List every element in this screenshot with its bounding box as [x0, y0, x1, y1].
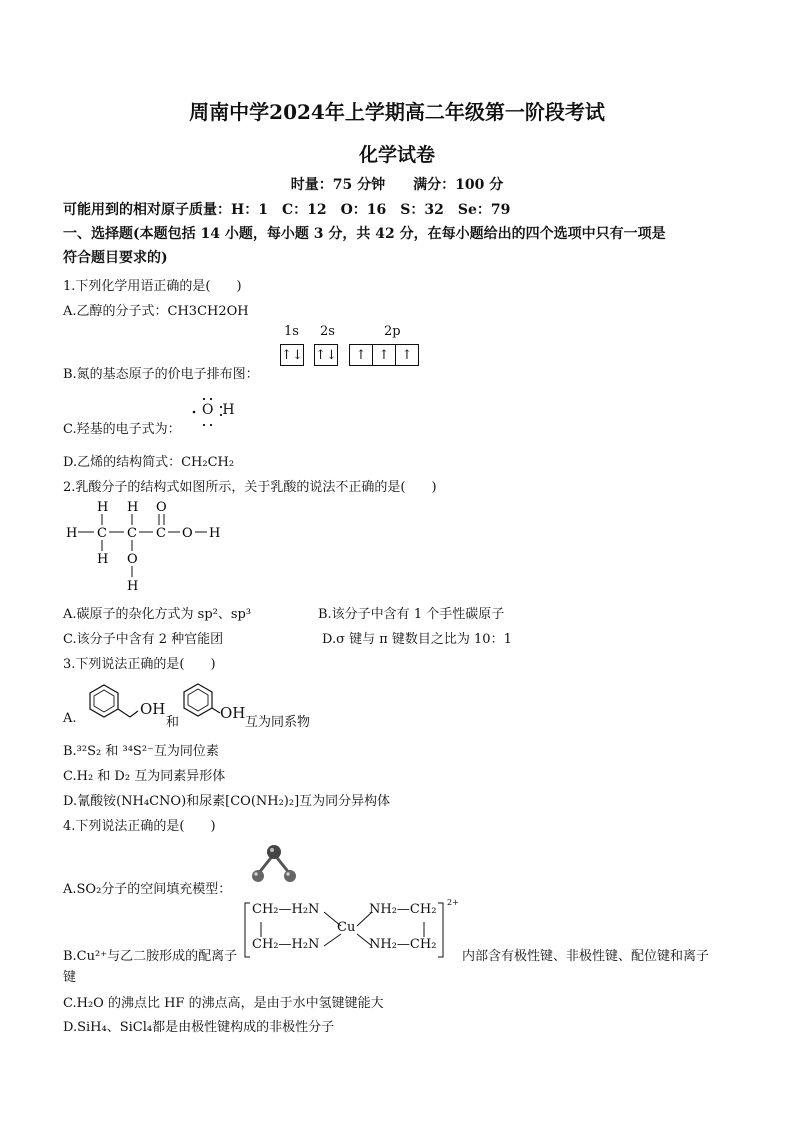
hydroxyl-electron-formula — [188, 394, 248, 428]
svg-text:O: O — [182, 526, 193, 541]
complex-charge: 2+ — [447, 898, 459, 907]
q3-and: 和 — [166, 715, 180, 730]
q3-option-a-label: A. — [63, 711, 77, 726]
q2-option-c: C.该分子中含有 2 种官能团 — [63, 632, 224, 647]
svg-text:O: O — [127, 552, 138, 567]
complex-ch2-bot: CH₂—H₂N — [252, 937, 320, 952]
q2-option-a: A.碳原子的杂化方式为 sp²、sp³ — [63, 607, 252, 622]
complex-cu: Cu — [337, 920, 356, 935]
q1-option-c: C.羟基的电子式为： — [63, 422, 181, 437]
atom-h: H — [66, 526, 78, 541]
q3-option-c: C.H₂ 和 D₂ 互为同素异形体 — [63, 769, 226, 784]
q4-option-d: D.SiH₄、SiCl₄都是由极性键构成的非极性分子 — [63, 1020, 335, 1035]
benzyl-oh: OH — [140, 700, 166, 718]
orbital-diagram — [278, 324, 438, 372]
svg-text:O: O — [156, 500, 167, 515]
exam-title: 周南中学2024年上学期高二年级第一阶段考试 — [189, 100, 605, 124]
ethylenediamine-complex — [244, 900, 459, 960]
section-heading-cont: 符合题目要求的) — [63, 250, 168, 266]
time-info: 时量：75 分钟 满分：100 分 — [290, 177, 504, 193]
complex-ch2-top: CH₂—H₂N — [252, 902, 320, 917]
orbital-label-2s: 2s — [320, 324, 335, 339]
svg-text:H: H — [127, 579, 139, 594]
svg-text:H: H — [97, 552, 109, 567]
svg-text:H: H — [209, 526, 221, 541]
q1-option-a: A.乙醇的分子式：CH3CH2OH — [63, 304, 249, 319]
so2-space-filling-model — [246, 840, 306, 888]
q4-option-b-label: B.Cu²⁺与乙二胺形成的配离子 — [63, 949, 238, 964]
exam-subject: 化学试卷 — [358, 144, 435, 166]
svg-text:C: C — [97, 526, 107, 541]
phenol-oh: OH — [220, 704, 246, 722]
complex-nh-top: NH₂—CH₂ — [369, 902, 437, 917]
q1-option-b: B.氮的基态原子的价电子排布图： — [63, 367, 259, 382]
q3-option-b: B.³²S₂ 和 ³⁴S²⁻互为同位素 — [63, 744, 219, 759]
ethylene-formula: CH₂CH₂ — [181, 455, 235, 470]
q2-option-d: D.σ 键与 π 键数目之比为 10：1 — [322, 632, 512, 647]
orbital-2p-1: ↑ — [349, 344, 373, 366]
hydroxyl-formula-text: O H — [202, 402, 235, 418]
complex-nh-bot: NH₂—CH₂ — [369, 937, 437, 952]
q3-option-a-suffix: 互为同系物 — [245, 715, 311, 730]
lactic-acid-structure — [62, 497, 232, 597]
q3-stem: 3.下列说法正确的是( ) — [63, 657, 216, 672]
orbital-label-2p: 2p — [384, 324, 401, 339]
q2-option-b: B.该分子中含有 1 个手性碳原子 — [318, 607, 505, 622]
orbital-2p-2: ↑ — [372, 344, 396, 366]
svg-text:H: H — [127, 500, 139, 515]
orbital-1s: ↑↓ — [280, 344, 304, 366]
svg-text:C: C — [156, 526, 166, 541]
q1-stem: 1.下列化学用语正确的是( ) — [63, 279, 242, 294]
orbital-2p-3: ↑ — [395, 344, 419, 366]
q4-option-c: C.H₂O 的沸点比 HF 的沸点高，是由于水中氢键键能大 — [63, 996, 384, 1011]
section-heading: 一、选择题(本题包括 14 小题，每小题 3 分，共 42 分，在每小题给出的四个选项中只有一项是 — [63, 226, 666, 242]
q3-option-d: D.氰酸铵(NH₄CNO)和尿素[CO(NH₂)₂]互为同分异构体 — [63, 794, 391, 809]
orbital-label-1s: 1s — [284, 324, 299, 339]
phenol-structure — [180, 680, 224, 726]
q4-option-a: A.SO₂分子的空间填充模型： — [63, 882, 232, 897]
q1-option-d-label: D.乙烯的结构简式： — [63, 455, 182, 470]
q4-option-b-suffix: 内部含有极性键、非极性键、配位键和离子 — [462, 949, 710, 964]
q4-option-b-cont: 键 — [63, 970, 77, 985]
q4-stem: 4.下列说法正确的是( ) — [63, 819, 216, 834]
q1-option-d — [63, 451, 234, 470]
svg-text:C: C — [127, 526, 137, 541]
svg-text:H: H — [97, 500, 109, 515]
q2-stem: 2.乳酸分子的结构式如图所示，关于乳酸的说法不正确的是( ) — [63, 480, 437, 495]
atomic-masses: 可能用到的相对原子质量：H：1 C：12 O：16 S：32 Se：79 — [63, 202, 511, 218]
orbital-2s: ↑↓ — [314, 344, 338, 366]
